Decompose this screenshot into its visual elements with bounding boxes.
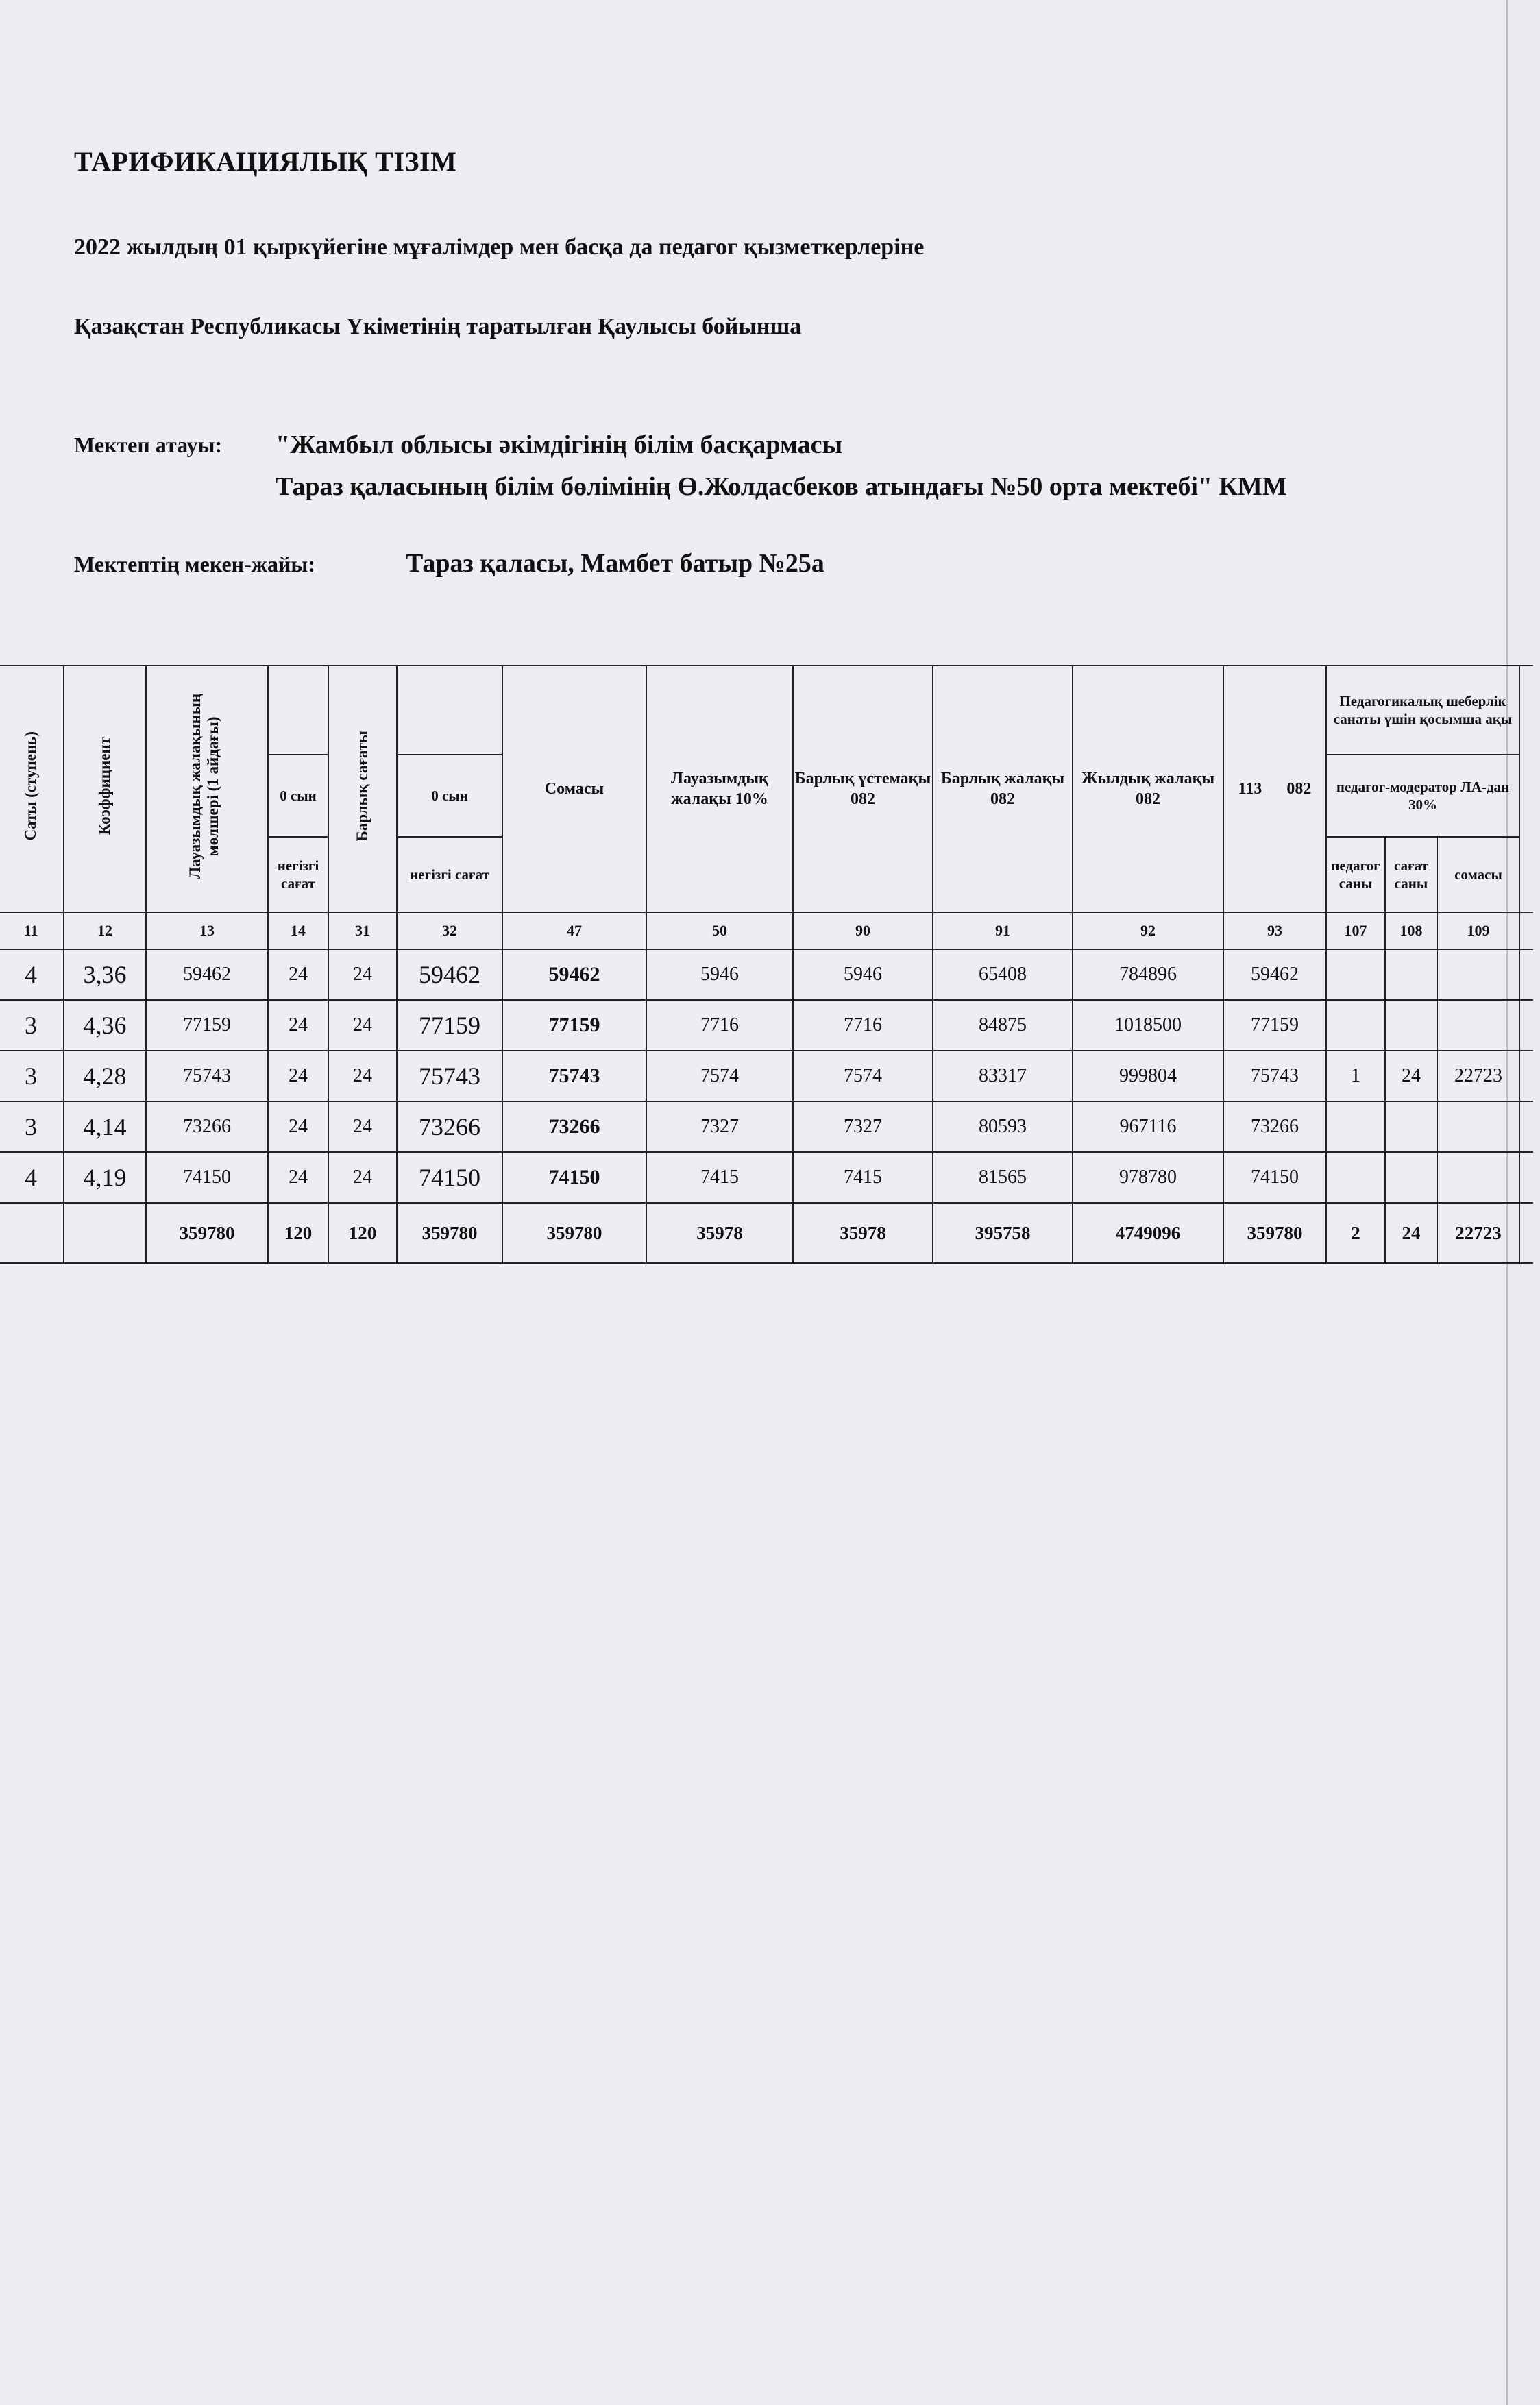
col-num: 32 [397, 912, 502, 949]
col-header-hours-blank [268, 666, 328, 755]
cell-step: 4 [0, 949, 64, 1000]
address-value: Тараз қаласы, Мамбет батыр №25а [406, 549, 824, 578]
cell-teacher-count [1326, 949, 1385, 1000]
cell-amount-bonus [1437, 1000, 1519, 1051]
cell-base-salary: 59462 [146, 949, 268, 1000]
total-cell: 4749096 [1073, 1203, 1223, 1263]
tariff-table [0, 665, 1533, 1264]
cell-total-salary: 81565 [933, 1152, 1073, 1203]
total-cell: 22723 [1437, 1203, 1519, 1263]
table-row [0, 1152, 1533, 1203]
cell-coefficient: 4,36 [64, 1000, 146, 1051]
total-cell-cut [1519, 1203, 1533, 1263]
cell-teacher-count [1326, 1000, 1385, 1051]
subtitle-date: 2022 жылдың 01 қыркүйегіне мұғалімдер мен басқа да педагог қызметкерлеріне [74, 234, 925, 260]
cell-total-salary: 80593 [933, 1101, 1073, 1152]
cell-allowances: 7716 [793, 1000, 933, 1051]
cell-113-082: 74150 [1223, 1152, 1326, 1203]
col-num-cut [1519, 912, 1533, 949]
total-cell: 35978 [646, 1203, 793, 1263]
col-num: 108 [1385, 912, 1437, 949]
col-header-sum: Сомасы [502, 666, 646, 912]
cell-step: 4 [0, 1152, 64, 1203]
column-number-row [0, 912, 1533, 949]
cell-allowances: 7415 [793, 1152, 933, 1203]
col-header-amount: сомасы [1437, 837, 1519, 912]
total-cell: 359780 [502, 1203, 646, 1263]
cell-sum: 59462 [502, 949, 646, 1000]
cell-cut [1519, 949, 1533, 1000]
col-num: 91 [933, 912, 1073, 949]
total-cell: 359780 [397, 1203, 502, 1263]
cell-step: 3 [0, 1051, 64, 1101]
cell-annual-salary: 967116 [1073, 1101, 1223, 1152]
col-num: 109 [1437, 912, 1519, 949]
cell-amount: 74150 [397, 1152, 502, 1203]
cell-113-082: 77159 [1223, 1000, 1326, 1051]
table-row [0, 1101, 1533, 1152]
col-header-0-syn-b: 0 сын [397, 755, 502, 837]
col-num: 93 [1223, 912, 1326, 949]
cell-coefficient: 3,36 [64, 949, 146, 1000]
cell-sum: 74150 [502, 1152, 646, 1203]
cell-annual-salary: 978780 [1073, 1152, 1223, 1203]
total-cell: 395758 [933, 1203, 1073, 1263]
total-cell [0, 1203, 64, 1263]
cell-total-hours: 24 [328, 1152, 397, 1203]
cell-allowances: 5946 [793, 949, 933, 1000]
cell-salary-10: 7415 [646, 1152, 793, 1203]
cell-hour-count [1385, 949, 1437, 1000]
cell-sum: 73266 [502, 1101, 646, 1152]
col-header-allowances: Барлық үстемақы 082 [793, 666, 933, 912]
address-label: Мектептің мекен-жайы: [74, 552, 316, 576]
cell-total-hours: 24 [328, 1051, 397, 1101]
col-header-0-syn-a: 0 сын [268, 755, 328, 837]
cell-total-hours: 24 [328, 949, 397, 1000]
school-name-line-1: "Жамбыл облысы әкімдігінің білім басқармасы [276, 430, 843, 459]
col-num: 90 [793, 912, 933, 949]
col-header-position-salary-10: Лауазымдық жалақы 10% [646, 666, 793, 912]
cell-hour-count [1385, 1101, 1437, 1152]
cell-amount-bonus [1437, 949, 1519, 1000]
total-row [0, 1203, 1533, 1263]
cell-base-hours: 24 [268, 1051, 328, 1101]
cell-allowances: 7574 [793, 1051, 933, 1101]
col-num: 14 [268, 912, 328, 949]
col-header-total-salary: Барлық жалақы 082 [933, 666, 1073, 912]
cell-total-salary: 65408 [933, 949, 1073, 1000]
cell-base-salary: 74150 [146, 1152, 268, 1203]
cell-step: 3 [0, 1000, 64, 1051]
col-header-coefficient: Коэффициент [64, 666, 146, 912]
cell-amount: 77159 [397, 1000, 502, 1051]
col-header-hour-count: сағат саны [1385, 837, 1437, 912]
cell-teacher-count [1326, 1101, 1385, 1152]
col-header-base-salary: Лауазымдық жалақының мөлшері (1 айдағы) [146, 666, 268, 912]
subtitle-decree: Қазақстан Республикасы Үкіметінің таратылған Қаулысы бойынша [74, 314, 802, 339]
cell-coefficient: 4,19 [64, 1152, 146, 1203]
cell-amount: 73266 [397, 1101, 502, 1152]
col-header-amount-blank [397, 666, 502, 755]
col-num: 50 [646, 912, 793, 949]
col-header-teacher-count: педагог саны [1326, 837, 1385, 912]
col-header-annual-salary: Жылдық жалақы 082 [1073, 666, 1223, 912]
cell-base-hours: 24 [268, 1152, 328, 1203]
total-cell [64, 1203, 146, 1263]
col-header-total-hours: Барлық сағаты [328, 666, 397, 912]
col-header-113-082: 113 082 [1223, 666, 1326, 912]
col-header-moderator: педагог-модератор ЛА-дан 30% [1326, 755, 1519, 837]
cell-teacher-count [1326, 1152, 1385, 1203]
cell-base-salary: 75743 [146, 1051, 268, 1101]
cell-113-082: 73266 [1223, 1101, 1326, 1152]
cell-hour-count [1385, 1152, 1437, 1203]
cell-113-082: 59462 [1223, 949, 1326, 1000]
cell-base-hours: 24 [268, 949, 328, 1000]
cell-annual-salary: 1018500 [1073, 1000, 1223, 1051]
col-header-step: Саты (ступень) [0, 666, 64, 912]
cell-base-hours: 24 [268, 1000, 328, 1051]
cell-amount: 59462 [397, 949, 502, 1000]
cell-salary-10: 7574 [646, 1051, 793, 1101]
col-num: 11 [0, 912, 64, 949]
cell-cut [1519, 1051, 1533, 1101]
total-cell: 120 [328, 1203, 397, 1263]
col-num: 47 [502, 912, 646, 949]
col-num: 13 [146, 912, 268, 949]
cell-cut [1519, 1101, 1533, 1152]
col-num: 31 [328, 912, 397, 949]
cell-total-salary: 83317 [933, 1051, 1073, 1101]
total-cell: 2 [1326, 1203, 1385, 1263]
cell-amount-bonus: 22723 [1437, 1051, 1519, 1101]
cell-coefficient: 4,28 [64, 1051, 146, 1101]
col-header-base-hours-a: негізгі сағат [268, 837, 328, 912]
cell-sum: 77159 [502, 1000, 646, 1051]
total-cell: 35978 [793, 1203, 933, 1263]
col-num: 12 [64, 912, 146, 949]
cell-base-salary: 77159 [146, 1000, 268, 1051]
cell-salary-10: 7327 [646, 1101, 793, 1152]
table-row [0, 949, 1533, 1000]
table-row [0, 1051, 1533, 1101]
cell-cut [1519, 1152, 1533, 1203]
cell-hour-count [1385, 1000, 1437, 1051]
cell-base-hours: 24 [268, 1101, 328, 1152]
cell-amount-bonus [1437, 1101, 1519, 1152]
cell-annual-salary: 784896 [1073, 949, 1223, 1000]
cell-annual-salary: 999804 [1073, 1051, 1223, 1101]
cell-cut [1519, 1000, 1533, 1051]
table-row [0, 1000, 1533, 1051]
cell-113-082: 75743 [1223, 1051, 1326, 1101]
cell-total-hours: 24 [328, 1000, 397, 1051]
total-cell: 24 [1385, 1203, 1437, 1263]
school-name-line-2: Тараз қаласының білім бөлімінің Ө.Жолдасбеков атындағы №50 орта мектебі" КММ [276, 472, 1287, 501]
cell-salary-10: 5946 [646, 949, 793, 1000]
cell-step: 3 [0, 1101, 64, 1152]
col-header-base-hours-b: негізгі сағат [397, 837, 502, 912]
cell-teacher-count: 1 [1326, 1051, 1385, 1101]
cell-hour-count: 24 [1385, 1051, 1437, 1101]
cell-total-salary: 84875 [933, 1000, 1073, 1051]
total-cell: 359780 [1223, 1203, 1326, 1263]
cell-salary-10: 7716 [646, 1000, 793, 1051]
col-num: 92 [1073, 912, 1223, 949]
document-title: ТАРИФИКАЦИЯЛЫҚ ТІЗІМ [74, 146, 457, 177]
cell-total-hours: 24 [328, 1101, 397, 1152]
cell-amount-bonus [1437, 1152, 1519, 1203]
col-num: 107 [1326, 912, 1385, 949]
cell-amount: 75743 [397, 1051, 502, 1101]
cell-sum: 75743 [502, 1051, 646, 1101]
cell-coefficient: 4,14 [64, 1101, 146, 1152]
col-header-pedagogical-group: Педагогикалық шеберлік санаты үшін қосымша ақы [1326, 666, 1519, 755]
col-header-cut [1519, 666, 1533, 912]
total-cell: 359780 [146, 1203, 268, 1263]
school-label: Мектеп атауы: [74, 432, 223, 457]
total-cell: 120 [268, 1203, 328, 1263]
cell-allowances: 7327 [793, 1101, 933, 1152]
cell-base-salary: 73266 [146, 1101, 268, 1152]
